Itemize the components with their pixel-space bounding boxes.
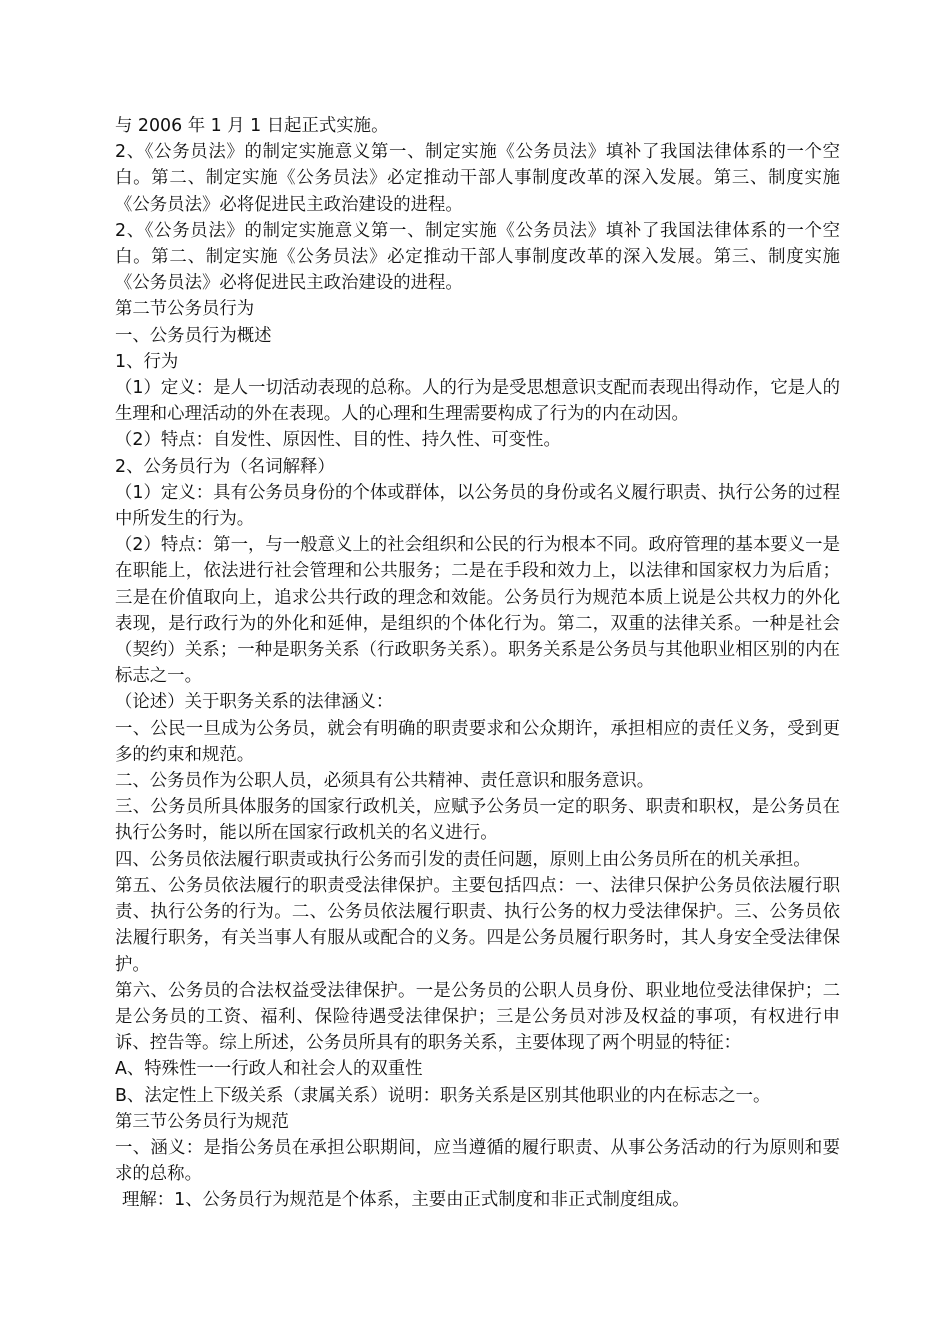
- section-heading: 第三节公务员行为规范: [115, 1111, 289, 1132]
- paragraph-features: （2）特点：第一，与一般意义上的社会组织和公民的行为根本不同。政府管理的基本要义一是在职能上，依法进行社会管理和公共服务；二是在手段和效力上，以法律和国家权力为后盾；三是在价值取向上，追求公共行政的理念和效能。公务员行为规范本质上说是公共权力的外化表现，是行政行为的外化和延伸，是组织的个体化行为。第二，双重的法律关系。一种是社会（契约）关系；一种是职务关系（行政职务关系）。职务关系是公务员与其他职业相区别的内在标志之一。: [115, 535, 840, 687]
- paragraph-point: 一、公民一旦成为公务员，就会有明确的职责要求和公众期许，承担相应的责任义务，受到更多的约束和规范。: [115, 718, 840, 765]
- document-page: [115, 113, 840, 1214]
- paragraph-point: 三、公务员所具体服务的国家行政机关，应赋予公务员一定的职务、职责和职权，是公务员在执行公务时，能以所在国家行政机关的名义进行。: [115, 797, 840, 844]
- paragraph-understanding: 理解：1、公务员行为规范是个体系，主要由正式制度和非正式制度组成。: [122, 1190, 690, 1211]
- item-heading: 2、公务员行为（名词解释）: [115, 456, 335, 477]
- paragraph-significance: 2、《公务员法》的制定实施意义第一、制定实施《公务员法》填补了我国法律体系的一个空白。第二、制定实施《公务员法》必定推动干部人事制度改革的深入发展。第三、制度实施《公务员法》必将促进民主政治建设的进程。: [115, 142, 840, 215]
- paragraph-features: （2）特点：自发性、原因性、目的性、持久性、可变性。: [115, 430, 561, 451]
- paragraph-continuation: 与 2006 年 1 月 1 日起正式实施。: [115, 116, 389, 136]
- paragraph-definition: （1）定义：具有公务员身份的个体或群体，以公务员的身份或名义履行职责、执行公务的过程中所发生的行为。: [115, 482, 840, 530]
- paragraph-essay-heading: （论述）关于职务关系的法律涵义：: [115, 692, 394, 713]
- paragraph-meaning: 一、涵义：是指公务员在承担公职期间，应当遵循的履行职责、从事公务活动的行为原则和要求的总称。: [115, 1137, 840, 1185]
- paragraph-point: 第六、公务员的合法权益受法律保护。一是公务员的公职人员身份、职业地位受法律保护；二是公务员的工资、福利、保险待遇受法律保护；三是公务员对涉及权益的事项，有权进行申诉、控告等。综上所述，公务员所具有的职务关系，主要体现了两个明显的特征：: [115, 980, 840, 1054]
- paragraph-significance-repeat: 2、《公务员法》的制定实施意义第一、制定实施《公务员法》填补了我国法律体系的一个空白。第二、制定实施《公务员法》必定推动干部人事制度改革的深入发展。第三、制度实施《公务员法》必将促进民主政治建设的进程。: [115, 220, 840, 294]
- paragraph-point: 二、公务员作为公职人员，必须具有公共精神、责任意识和服务意识。: [115, 771, 655, 792]
- item-heading: 1、行为: [115, 351, 179, 372]
- paragraph-definition: （1）定义：是人一切活动表现的总称。人的行为是受思想意识支配而表现出得动作，它是人的生理和心理活动的外在表现。人的心理和生理需要构成了行为的内在动因。: [115, 378, 840, 425]
- section-heading: 第二节公务员行为: [115, 299, 255, 320]
- paragraph-point: 第五、公务员依法履行的职责受法律保护。主要包括四点：一、法律只保护公务员依法履行职责、执行公务的行为。二、公务员依法履行职责、执行公务的权力受法律保护。三、公务员依法履行职务，有关当事人有服从或配合的义务。四是公务员履行职务时，其人身安全受法律保护。: [115, 875, 840, 975]
- paragraph-feature-a: A、特殊性一一行政人和社会人的双重性: [115, 1059, 423, 1080]
- paragraph-feature-b: B、法定性上下级关系（隶属关系）说明：职务关系是区别其他职业的内在标志之一。: [115, 1085, 771, 1106]
- subsection-heading: 一、公务员行为概述: [115, 325, 272, 346]
- paragraph-point: 四、公务员依法履行职责或执行公务而引发的责任问题，原则上由公务员所在的机关承担。: [115, 849, 811, 870]
